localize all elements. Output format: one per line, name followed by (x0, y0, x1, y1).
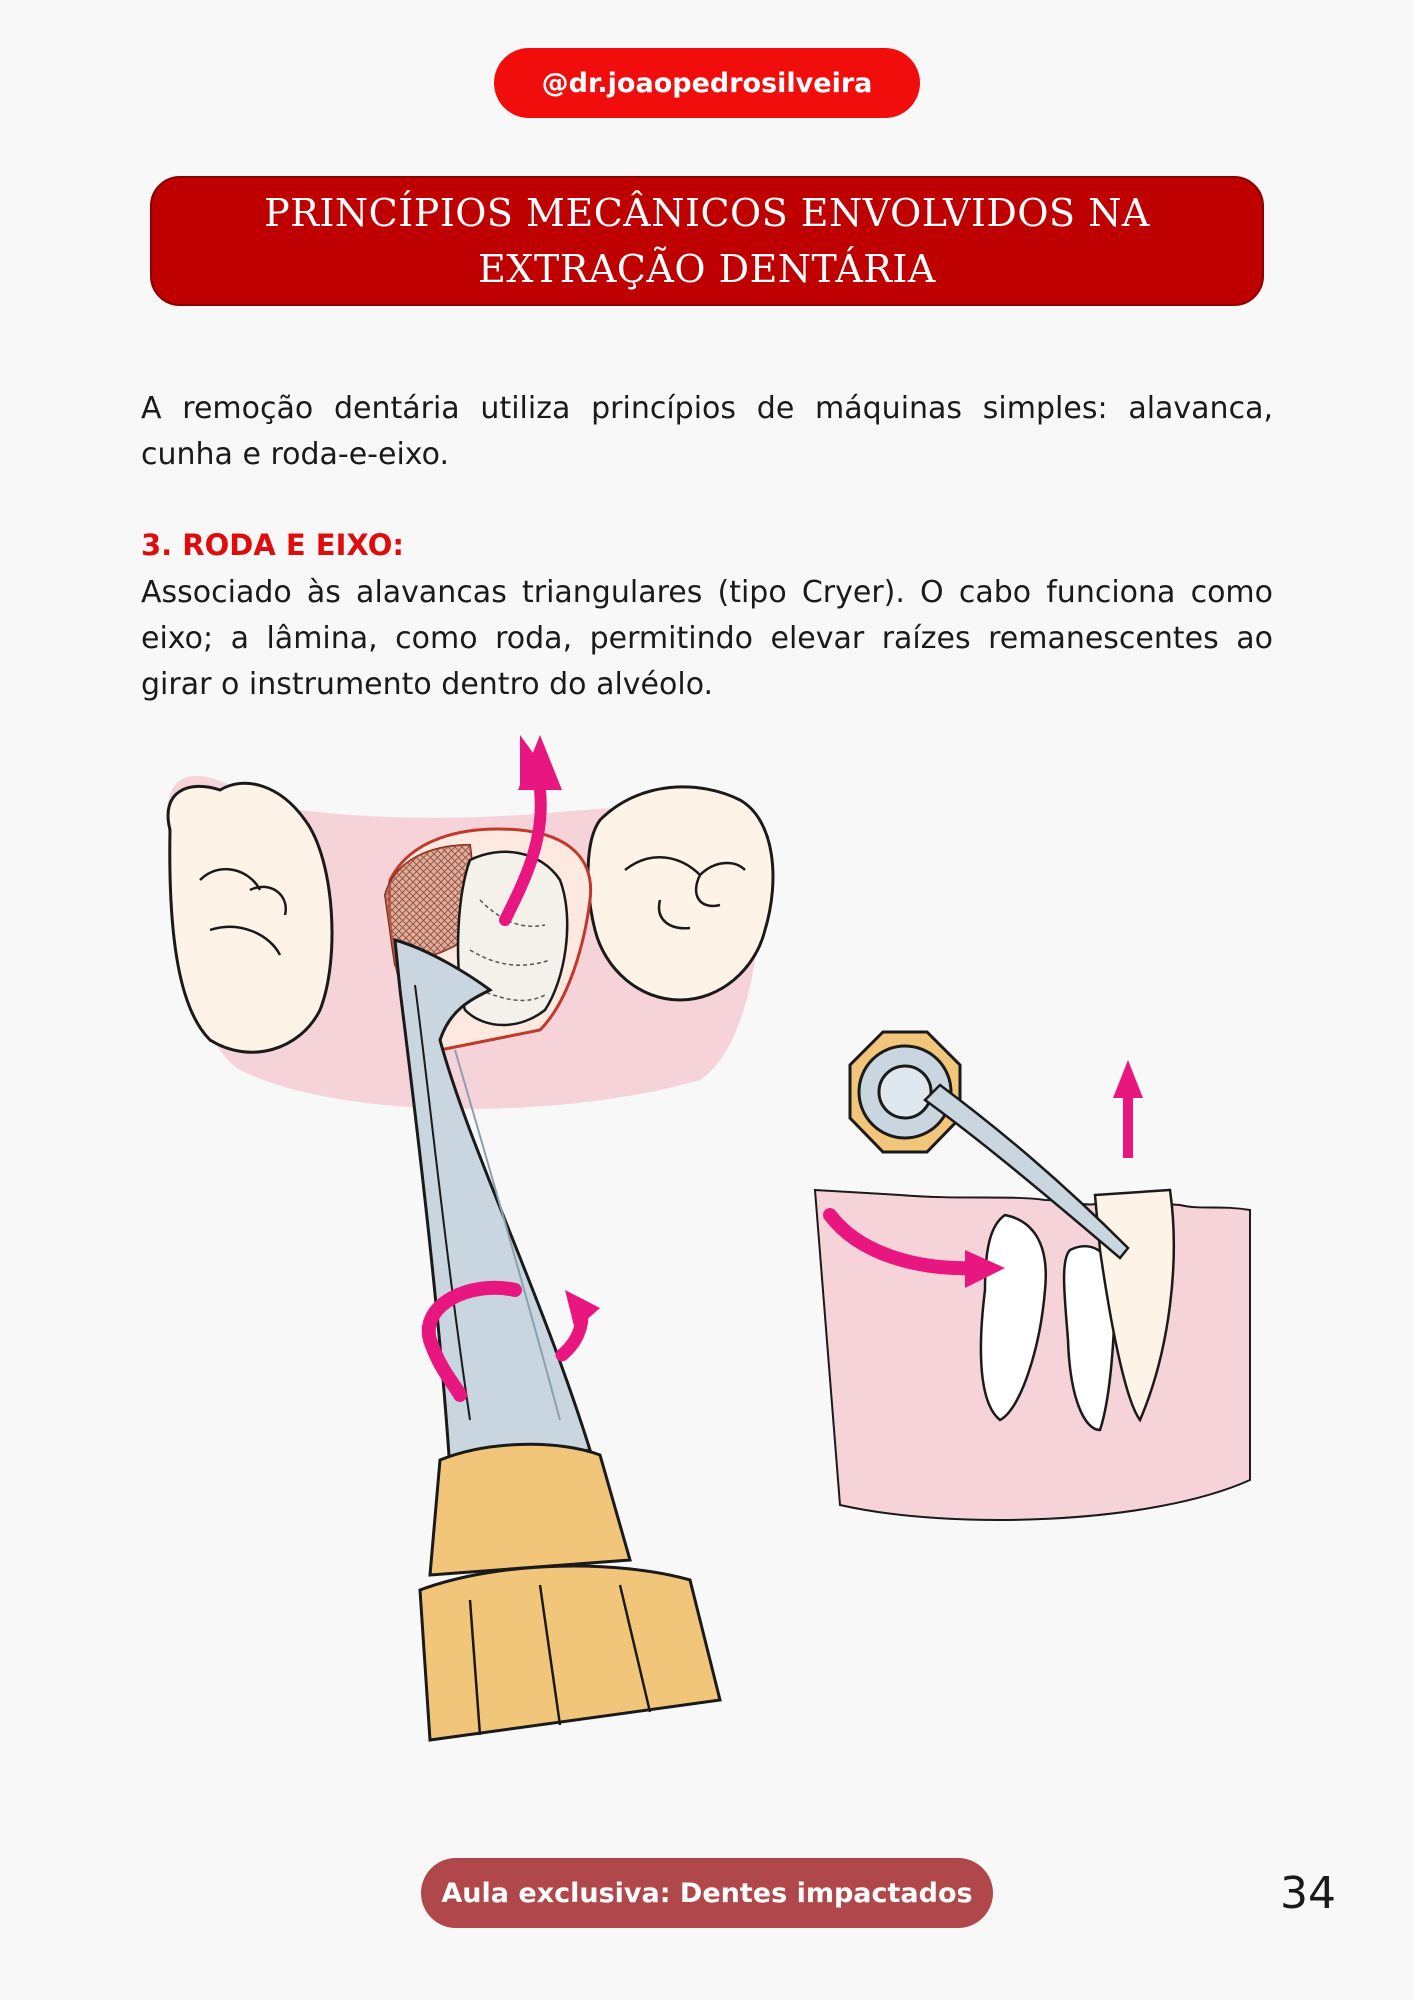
axle (879, 1066, 931, 1118)
author-handle: @dr.joaopedrosilveira (541, 67, 873, 99)
section-body: Associado às alavancas triangulares (tipo Cryer). O cabo funciona como eixo; a lâmina, como roda, permitindo elevar raízes remanescentes ao girar o instrumento dentro do alvéolo. (141, 575, 1273, 702)
elevator-handle-collar (430, 1444, 630, 1575)
elevator-handle (420, 1566, 720, 1740)
cryer-elevator-illustration (167, 735, 773, 1740)
left-molar (168, 783, 332, 1052)
wheel-axle-illustration (815, 1032, 1250, 1520)
right-molar (588, 787, 773, 1000)
footer-label: Aula exclusiva: Dentes impactados (441, 1877, 973, 1909)
footer-badge (421, 1858, 993, 1928)
intro-paragraph: A remoção dentária utiliza princípios de máquinas simples: alavanca, cunha e roda-e-eixo. (141, 391, 1273, 472)
page-title: PRINCÍPIOS MECÂNICOS ENVOLVIDOS NA EXTRAÇÃO DENTÁRIA (264, 191, 1150, 291)
section-heading: 3. RODA E EIXO: (141, 528, 404, 562)
page-number: 34 (1280, 1867, 1336, 1919)
